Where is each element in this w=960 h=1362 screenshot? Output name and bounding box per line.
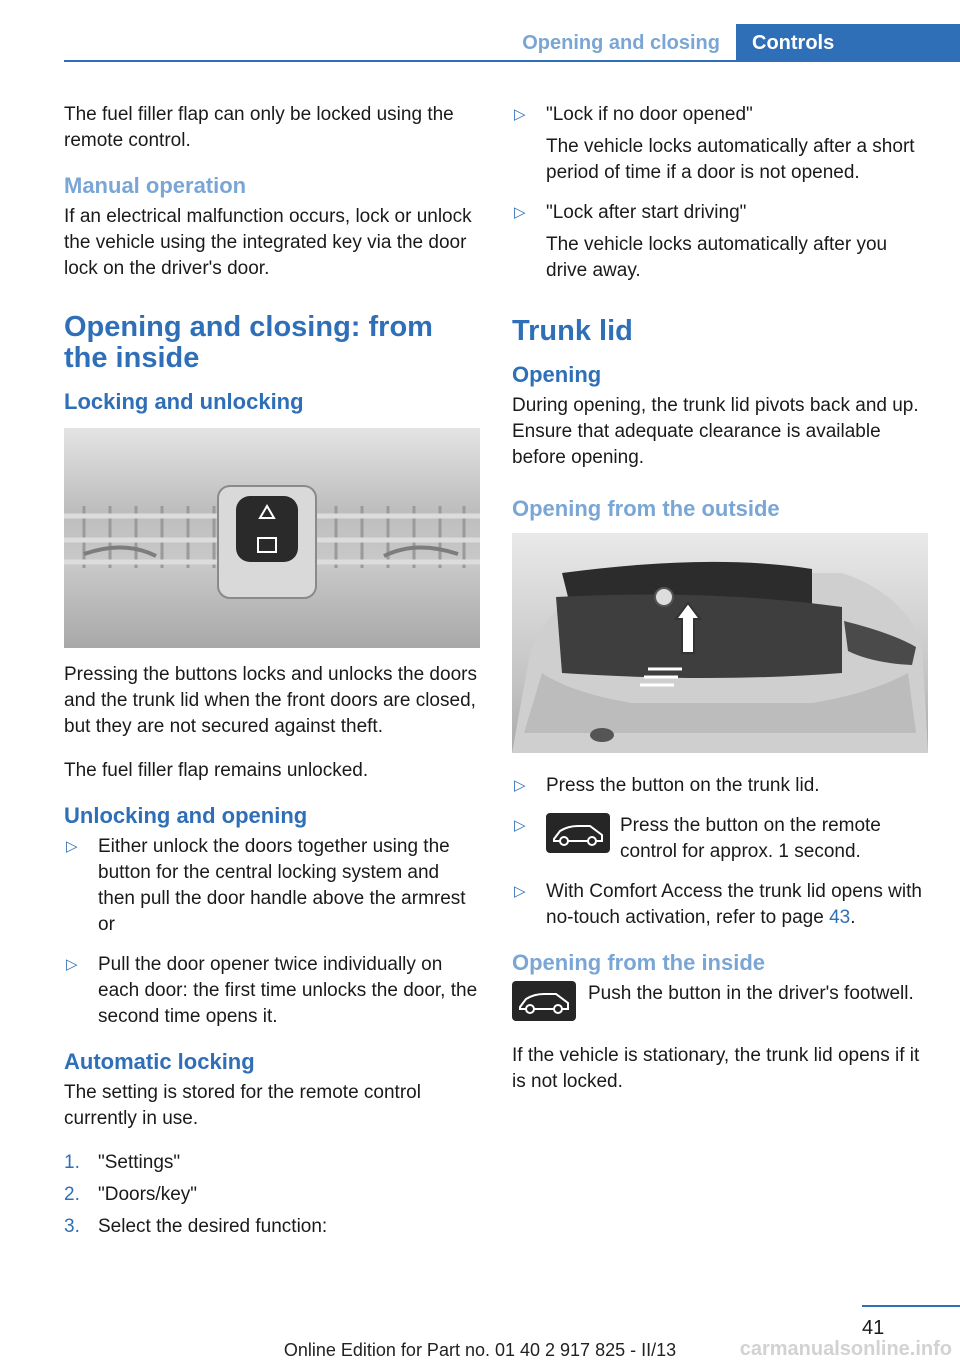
step-item — [64, 1214, 480, 1240]
step-text: "Doors/key" — [98, 1184, 198, 1205]
central-locking-button-illustration — [64, 428, 480, 648]
bullet-triangle-icon: ▷ — [514, 204, 526, 221]
central-locking-button-figure — [64, 428, 480, 648]
list-item — [512, 102, 928, 186]
opening-inside-instruction — [512, 981, 928, 1025]
trunk-lid-heading: Trunk lid — [512, 315, 633, 347]
auto-lock-options — [512, 102, 928, 284]
opening-inside-heading: Opening from the inside — [512, 950, 766, 975]
edition-note: Online Edition for Part no. 01 40 2 917 825 - II/13 — [283, 1340, 677, 1360]
option-title: "Lock if no door opened" — [546, 104, 753, 125]
bullet-triangle-icon: ▷ — [66, 956, 78, 973]
list-item — [512, 879, 928, 931]
page-number: 41 — [862, 1317, 885, 1339]
left-column — [64, 102, 480, 1258]
list-item — [512, 773, 928, 799]
list-item-text: Either unlock the doors together using the button for the central locking system and then pull the door handle above the armrest or — [98, 836, 466, 935]
trunk-button-glyph — [512, 981, 576, 1021]
opening-inside-text: Push the button in the driver's footwell. — [588, 983, 914, 1004]
trunk-lid-figure — [512, 533, 928, 753]
step-number: 2. — [64, 1184, 80, 1205]
bullet-triangle-icon: ▷ — [514, 777, 526, 794]
list-item — [64, 834, 480, 938]
option-description: The vehicle locks automatically after you drive away. — [546, 234, 888, 281]
unlocking-heading: Unlocking and opening — [64, 803, 308, 828]
manual-operation-text: If an electrical malfunction occurs, lock or unlock the vehicle using the integrated key via the door lock on the driver's door. — [64, 206, 472, 279]
locking-heading: Locking and unlocking — [64, 389, 304, 414]
opening-text: During opening, the trunk lid pivots back and up. Ensure that adequate clearance is available before opening. — [512, 395, 919, 468]
step-number: 1. — [64, 1152, 80, 1173]
step-item — [64, 1150, 480, 1176]
section-title: Opening and closing — [522, 32, 720, 54]
stationary-note: If the vehicle is stationary, the trunk lid opens if it is not locked. — [512, 1045, 920, 1092]
footer-rule — [862, 1305, 960, 1307]
fuel-flap-unlocked-text: The fuel filler flap remains unlocked. — [64, 760, 369, 781]
list-item — [512, 200, 928, 284]
list-item-text: Press the button on the trunk lid. — [546, 775, 820, 796]
bullet-triangle-icon: ▷ — [514, 817, 526, 834]
list-item — [512, 813, 928, 865]
step-text: "Settings" — [98, 1152, 181, 1173]
unlocking-list — [64, 834, 480, 1030]
list-item-text: With Comfort Access the trunk lid opens with no-touch activation, refer to page — [546, 881, 922, 928]
settings-steps — [64, 1150, 480, 1240]
page-header — [64, 24, 960, 62]
opening-outside-list — [512, 773, 928, 931]
car-trunk-icon — [546, 813, 610, 853]
header-rule — [64, 60, 960, 62]
bullet-triangle-icon: ▷ — [66, 838, 78, 855]
opening-outside-heading: Opening from the outside — [512, 496, 780, 521]
list-item-text: Press the button on the remote control for approx. 1 second. — [620, 815, 881, 862]
right-column — [512, 102, 928, 1113]
step-item — [64, 1182, 480, 1208]
locking-text: Pressing the buttons locks and unlocks the doors and the trunk lid when the front doors are closed, but they are not secured against theft. — [64, 664, 477, 737]
opening-heading: Opening — [512, 362, 602, 387]
page-43-link[interactable]: 43 — [829, 907, 851, 928]
watermark: carmanualsonline.info — [739, 1338, 952, 1360]
chapter-tab: Controls — [736, 24, 960, 62]
automatic-locking-text: The setting is stored for the remote control currently in use. — [64, 1082, 421, 1129]
automatic-locking-heading: Automatic locking — [64, 1049, 255, 1074]
list-item — [64, 952, 480, 1030]
option-title: "Lock after start driving" — [546, 202, 747, 223]
list-item-text-end: . — [850, 907, 856, 928]
fuel-flap-note: The fuel filler flap can only be locked using the remote control. — [64, 104, 454, 151]
bullet-triangle-icon: ▷ — [514, 106, 526, 123]
bullet-triangle-icon: ▷ — [514, 883, 526, 900]
trunk-button-glyph — [546, 813, 610, 853]
manual-operation-heading: Manual operation — [64, 173, 247, 198]
trunk-lid-illustration — [512, 533, 928, 753]
car-trunk-icon — [512, 981, 576, 1021]
option-description: The vehicle locks automatically after a short period of time if a door is not opened. — [546, 136, 915, 183]
inside-heading: Opening and closing: from the inside — [64, 311, 433, 374]
step-number: 3. — [64, 1216, 80, 1237]
step-text: Select the desired function: — [98, 1216, 328, 1237]
list-item-text: Pull the door opener twice individually on each door: the first time unlocks the door, the second time opens it. — [98, 954, 478, 1027]
